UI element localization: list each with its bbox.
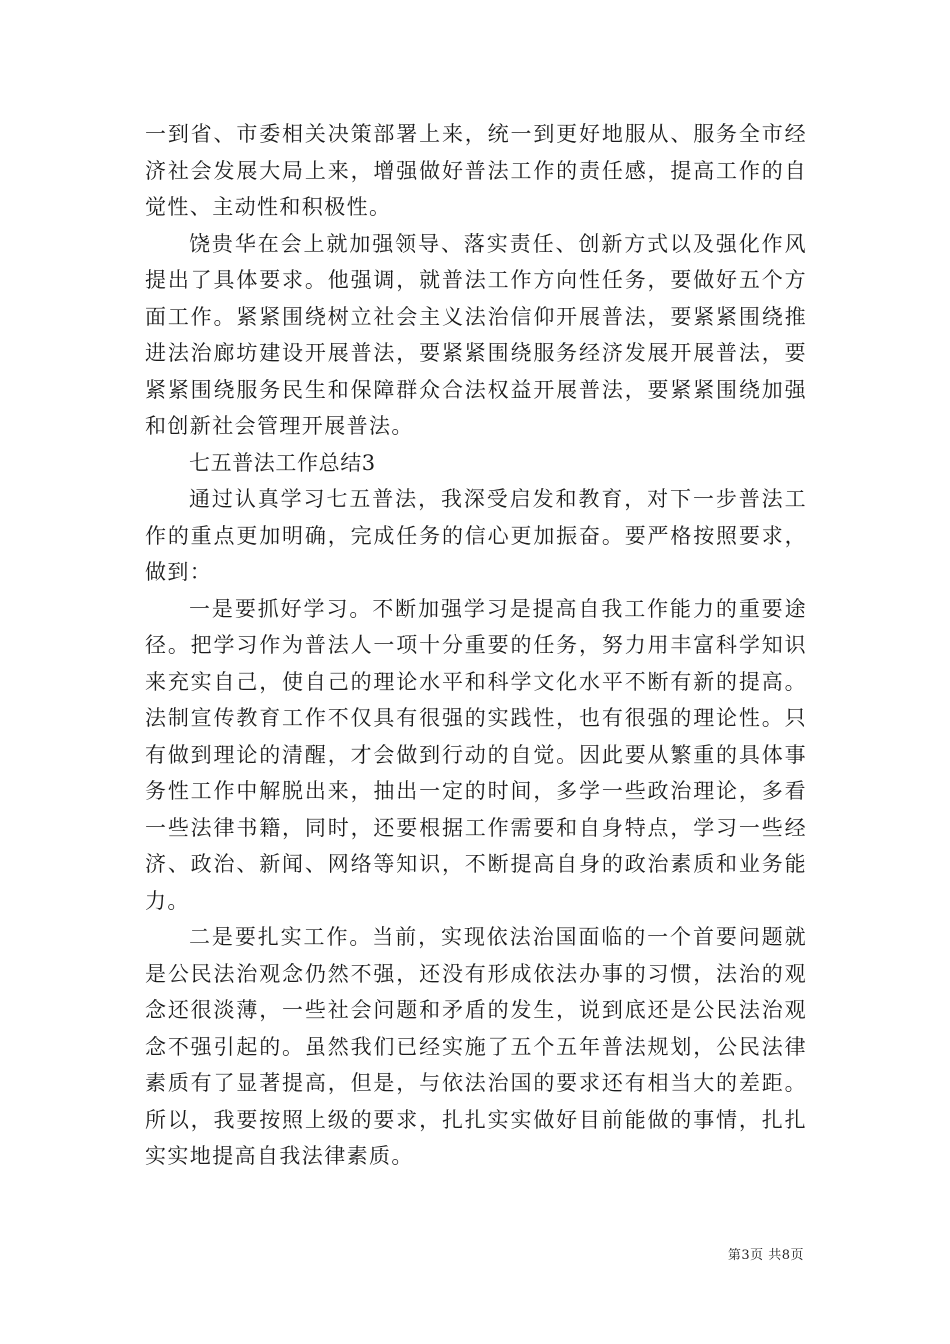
paragraph: 通过认真学习七五普法，我深受启发和教育，对下一步普法工作的重点更加明确，完成任务的信心更加振奋。要严格按照要求，做到： (145, 487, 807, 584)
paragraph: 饶贵华在会上就加强领导、落实责任、创新方式以及强化作风提出了具体要求。他强调，就普法工作方向性任务，要做好五个方面工作。紧紧围绕树立社会主义法治信仰开展普法，要紧紧围绕推进法治廊坊建设开展普法，要紧紧围绕服务经济发展开展普法，要紧紧围绕服务民生和保障群众合法权益开展普法，要紧紧围绕加强和创新社会管理开展普法。 (145, 231, 807, 438)
paragraph-continued: 一到省、市委相关决策部署上来，统一到更好地服从、服务全市经济社会发展大局上来，增强做好普法工作的责任感，提高工作的自觉性、主动性和积极性。 (145, 122, 807, 219)
paragraph: 二是要扎实工作。当前，实现依法治国面临的一个首要问题就是公民法治观念仍然不强，还没有形成依法办事的习惯，法治的观念还很淡薄，一些社会问题和矛盾的发生，说到底还是公民法治观念不强引起的。虽然我们已经实施了五个五年普法规划，公民法律素质有了显著提高，但是，与依法治国的要求还有相当大的差距。所以，我要按照上级的要求，扎扎实实做好目前能做的事情，扎扎实实地提高自我法律素质。 (145, 925, 807, 1168)
section-heading: 七五普法工作总结3 (189, 450, 376, 475)
document-body (145, 116, 807, 1175)
paragraph: 一是要抓好学习。不断加强学习是提高自我工作能力的重要途径。把学习作为普法人一项十分重要的任务，努力用丰富科学知识来充实自己，使自己的理论水平和科学文化水平不断有新的提高。法制宣传教育工作不仅具有很强的实践性，也有很强的理论性。只有做到理论的清醒，才会做到行动的自觉。因此要从繁重的具体事务性工作中解脱出来，抽出一定的时间，多学一些政治理论，多看一些法律书籍，同时，还要根据工作需要和自身特点，学习一些经济、政治、新闻、网络等知识，不断提高自身的政治素质和业务能力。 (145, 596, 807, 913)
page-number-footer: 第3页 共8页 (727, 1248, 804, 1263)
